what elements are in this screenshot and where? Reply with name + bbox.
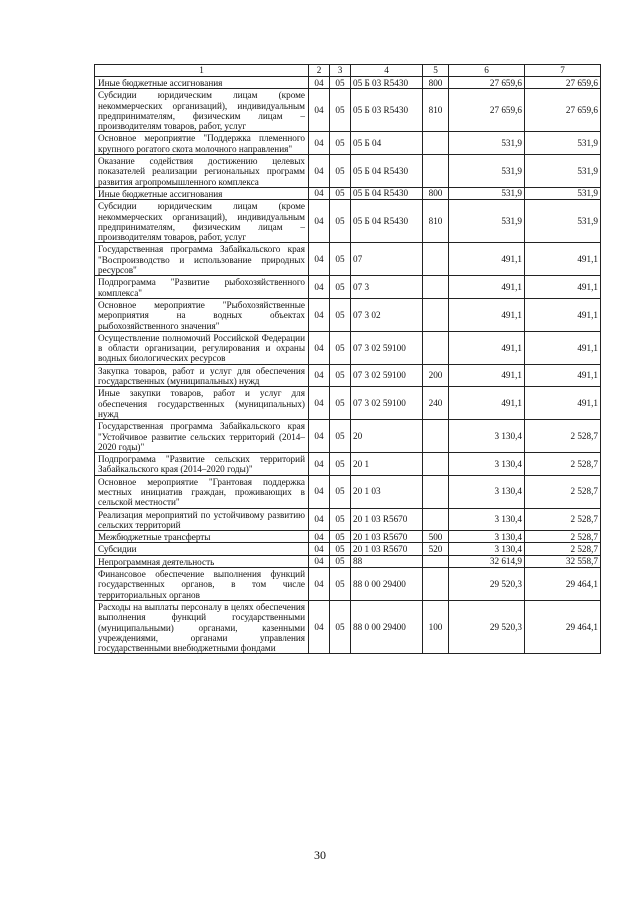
amount-year2-cell: 32 558,7	[525, 555, 601, 567]
table-row	[95, 508, 601, 531]
table-row	[95, 568, 601, 601]
row-name-cell: Иные бюджетные ассигнования	[95, 187, 309, 199]
table-header-row	[95, 65, 601, 77]
header-cell: 3	[330, 65, 351, 77]
expense-type-cell: 810	[423, 89, 449, 132]
section-code-cell: 04	[309, 475, 330, 508]
subsection-code-cell: 05	[330, 243, 351, 276]
table-row	[95, 543, 601, 555]
table-row	[95, 387, 601, 420]
amount-year1-cell: 3 130,4	[449, 508, 525, 531]
table-row	[95, 475, 601, 508]
row-name-cell: Субсидии юридическим лицам (кроме некоммерческих организаций), индивидуальным предпринимателям, физическим лицам – производителям товаров, работ, услуг	[95, 200, 309, 243]
row-name-cell: Осуществление полномочий Российской Федерации в области организации, регулирования и охраны водных биологических ресурсов	[95, 331, 309, 364]
header-cell: 5	[423, 65, 449, 77]
target-article-cell: 07 3 02 59100	[351, 387, 423, 420]
subsection-code-cell: 05	[330, 600, 351, 653]
amount-year1-cell: 531,9	[449, 187, 525, 199]
amount-year1-cell: 491,1	[449, 243, 525, 276]
expense-type-cell: 500	[423, 531, 449, 543]
target-article-cell: 07 3 02 59100	[351, 331, 423, 364]
amount-year1-cell: 491,1	[449, 276, 525, 299]
section-code-cell: 04	[309, 200, 330, 243]
amount-year1-cell: 491,1	[449, 331, 525, 364]
amount-year1-cell: 3 130,4	[449, 543, 525, 555]
expense-type-cell	[423, 508, 449, 531]
amount-year1-cell: 3 130,4	[449, 531, 525, 543]
amount-year1-cell: 29 520,3	[449, 568, 525, 601]
row-name-cell: Основное мероприятие "Поддержка племенного крупного рогатого скота молочного направления"	[95, 132, 309, 155]
expense-type-cell: 800	[423, 77, 449, 89]
table-row	[95, 132, 601, 155]
subsection-code-cell: 05	[330, 187, 351, 199]
target-article-cell: 88	[351, 555, 423, 567]
row-name-cell: Субсидии юридическим лицам (кроме некоммерческих организаций), индивидуальным предпринимателям, физическим лицам – производителям товаров, работ, услуг	[95, 89, 309, 132]
section-code-cell: 04	[309, 364, 330, 387]
row-name-cell: Иные бюджетные ассигнования	[95, 77, 309, 89]
expense-type-cell	[423, 243, 449, 276]
subsection-code-cell: 05	[330, 200, 351, 243]
amount-year2-cell: 491,1	[525, 243, 601, 276]
amount-year1-cell: 3 130,4	[449, 475, 525, 508]
expense-type-cell	[423, 298, 449, 331]
target-article-cell: 88 0 00 29400	[351, 600, 423, 653]
table-row	[95, 155, 601, 188]
target-article-cell: 20 1 03	[351, 475, 423, 508]
amount-year2-cell: 491,1	[525, 387, 601, 420]
amount-year2-cell: 491,1	[525, 276, 601, 299]
subsection-code-cell: 05	[330, 387, 351, 420]
header-cell: 6	[449, 65, 525, 77]
amount-year1-cell: 491,1	[449, 387, 525, 420]
subsection-code-cell: 05	[330, 555, 351, 567]
amount-year2-cell: 2 528,7	[525, 508, 601, 531]
section-code-cell: 04	[309, 298, 330, 331]
subsection-code-cell: 05	[330, 276, 351, 299]
amount-year1-cell: 531,9	[449, 200, 525, 243]
row-name-cell: Оказание содействия достижению целевых показателей реализации региональных программ развития агропромышленного комплекса	[95, 155, 309, 188]
amount-year2-cell: 531,9	[525, 200, 601, 243]
expense-type-cell	[423, 132, 449, 155]
amount-year2-cell: 2 528,7	[525, 531, 601, 543]
target-article-cell: 07	[351, 243, 423, 276]
amount-year1-cell: 32 614,9	[449, 555, 525, 567]
amount-year2-cell: 491,1	[525, 298, 601, 331]
amount-year1-cell: 27 659,6	[449, 77, 525, 89]
subsection-code-cell: 05	[330, 298, 351, 331]
target-article-cell: 05 Б 03 R5430	[351, 89, 423, 132]
subsection-code-cell: 05	[330, 331, 351, 364]
row-name-cell: Подпрограмма "Развитие рыбохозяйственного комплекса"	[95, 276, 309, 299]
subsection-code-cell: 05	[330, 508, 351, 531]
section-code-cell: 04	[309, 508, 330, 531]
section-code-cell: 04	[309, 276, 330, 299]
section-code-cell: 04	[309, 387, 330, 420]
header-cell: 4	[351, 65, 423, 77]
target-article-cell: 20	[351, 420, 423, 453]
section-code-cell: 04	[309, 568, 330, 601]
amount-year1-cell: 3 130,4	[449, 420, 525, 453]
table-row	[95, 187, 601, 199]
subsection-code-cell: 05	[330, 475, 351, 508]
expense-type-cell: 100	[423, 600, 449, 653]
row-name-cell: Государственная программа Забайкальского края "Устойчивое развитие сельских территорий (2014–2020 годы)"	[95, 420, 309, 453]
section-code-cell: 04	[309, 132, 330, 155]
amount-year1-cell: 3 130,4	[449, 453, 525, 476]
table-row	[95, 89, 601, 132]
header-cell: 1	[95, 65, 309, 77]
table-row	[95, 600, 601, 653]
amount-year2-cell: 2 528,7	[525, 453, 601, 476]
subsection-code-cell: 05	[330, 543, 351, 555]
amount-year2-cell: 2 528,7	[525, 475, 601, 508]
section-code-cell: 04	[309, 89, 330, 132]
table-body	[95, 65, 601, 654]
amount-year2-cell: 2 528,7	[525, 543, 601, 555]
subsection-code-cell: 05	[330, 89, 351, 132]
expense-type-cell	[423, 155, 449, 188]
budget-table	[94, 64, 601, 654]
target-article-cell: 07 3 02 59100	[351, 364, 423, 387]
amount-year2-cell: 531,9	[525, 155, 601, 188]
row-name-cell: Финансовое обеспечение выполнения функций государственных органов, в том числе территориальных органов	[95, 568, 309, 601]
subsection-code-cell: 05	[330, 568, 351, 601]
target-article-cell: 20 1	[351, 453, 423, 476]
expense-type-cell	[423, 475, 449, 508]
row-name-cell: Государственная программа Забайкальского края "Воспроизводство и использование природных ресурсов"	[95, 243, 309, 276]
table-row	[95, 531, 601, 543]
amount-year2-cell: 491,1	[525, 364, 601, 387]
table-row	[95, 276, 601, 299]
expense-type-cell: 800	[423, 187, 449, 199]
row-name-cell: Расходы на выплаты персоналу в целях обеспечения выполнения функций государственными (муниципальными) органами, казенными учреждениями, органами управления государственными внебюджетными фондами	[95, 600, 309, 653]
row-name-cell: Непрограммная деятельность	[95, 555, 309, 567]
expense-type-cell	[423, 420, 449, 453]
section-code-cell: 04	[309, 531, 330, 543]
amount-year1-cell: 531,9	[449, 155, 525, 188]
amount-year1-cell: 491,1	[449, 298, 525, 331]
target-article-cell: 05 Б 04 R5430	[351, 200, 423, 243]
expense-type-cell: 240	[423, 387, 449, 420]
section-code-cell: 04	[309, 600, 330, 653]
row-name-cell: Реализация мероприятий по устойчивому развитию сельских территорий	[95, 508, 309, 531]
target-article-cell: 05 Б 03 R5430	[351, 77, 423, 89]
expense-type-cell	[423, 331, 449, 364]
expense-type-cell	[423, 453, 449, 476]
expense-type-cell: 200	[423, 364, 449, 387]
target-article-cell: 05 Б 04	[351, 132, 423, 155]
table-row	[95, 364, 601, 387]
amount-year2-cell: 29 464,1	[525, 600, 601, 653]
table-row	[95, 420, 601, 453]
amount-year2-cell: 27 659,6	[525, 89, 601, 132]
table-row	[95, 298, 601, 331]
amount-year2-cell: 531,9	[525, 132, 601, 155]
section-code-cell: 04	[309, 331, 330, 364]
table-row	[95, 200, 601, 243]
subsection-code-cell: 05	[330, 420, 351, 453]
row-name-cell: Закупка товаров, работ и услуг для обеспечения государственных (муниципальных) нужд	[95, 364, 309, 387]
section-code-cell: 04	[309, 77, 330, 89]
subsection-code-cell: 05	[330, 531, 351, 543]
target-article-cell: 07 3 02	[351, 298, 423, 331]
amount-year2-cell: 27 659,6	[525, 77, 601, 89]
table-row	[95, 331, 601, 364]
table-row	[95, 555, 601, 567]
amount-year2-cell: 531,9	[525, 187, 601, 199]
table-row	[95, 243, 601, 276]
section-code-cell: 04	[309, 543, 330, 555]
subsection-code-cell: 05	[330, 155, 351, 188]
target-article-cell: 20 1 03 R5670	[351, 531, 423, 543]
section-code-cell: 04	[309, 420, 330, 453]
header-cell: 2	[309, 65, 330, 77]
amount-year1-cell: 531,9	[449, 132, 525, 155]
section-code-cell: 04	[309, 555, 330, 567]
subsection-code-cell: 05	[330, 364, 351, 387]
row-name-cell: Основное мероприятие "Рыбохозяйственные мероприятия на водных объектах рыбохозяйственного значения"	[95, 298, 309, 331]
target-article-cell: 20 1 03 R5670	[351, 508, 423, 531]
subsection-code-cell: 05	[330, 453, 351, 476]
amount-year1-cell: 29 520,3	[449, 600, 525, 653]
row-name-cell: Подпрограмма "Развитие сельских территорий Забайкальского края (2014–2020 годы)"	[95, 453, 309, 476]
row-name-cell: Иные закупки товаров, работ и услуг для обеспечения государственных (муниципальных) нужд	[95, 387, 309, 420]
amount-year1-cell: 491,1	[449, 364, 525, 387]
section-code-cell: 04	[309, 453, 330, 476]
row-name-cell: Основное мероприятие "Грантовая поддержка местных инициатив граждан, проживающих в сельской местности"	[95, 475, 309, 508]
table-row	[95, 77, 601, 89]
section-code-cell: 04	[309, 243, 330, 276]
amount-year1-cell: 27 659,6	[449, 89, 525, 132]
row-name-cell: Межбюджетные трансферты	[95, 531, 309, 543]
expense-type-cell: 520	[423, 543, 449, 555]
subsection-code-cell: 05	[330, 77, 351, 89]
expense-type-cell	[423, 568, 449, 601]
expense-type-cell	[423, 555, 449, 567]
subsection-code-cell: 05	[330, 132, 351, 155]
amount-year2-cell: 491,1	[525, 331, 601, 364]
expense-type-cell	[423, 276, 449, 299]
amount-year2-cell: 2 528,7	[525, 420, 601, 453]
target-article-cell: 20 1 03 R5670	[351, 543, 423, 555]
target-article-cell: 05 Б 04 R5430	[351, 187, 423, 199]
header-cell: 7	[525, 65, 601, 77]
target-article-cell: 88 0 00 29400	[351, 568, 423, 601]
table-row	[95, 453, 601, 476]
expense-type-cell: 810	[423, 200, 449, 243]
section-code-cell: 04	[309, 187, 330, 199]
section-code-cell: 04	[309, 155, 330, 188]
row-name-cell: Субсидии	[95, 543, 309, 555]
target-article-cell: 07 3	[351, 276, 423, 299]
page-number: 30	[314, 848, 326, 862]
amount-year2-cell: 29 464,1	[525, 568, 601, 601]
target-article-cell: 05 Б 04 R5430	[351, 155, 423, 188]
